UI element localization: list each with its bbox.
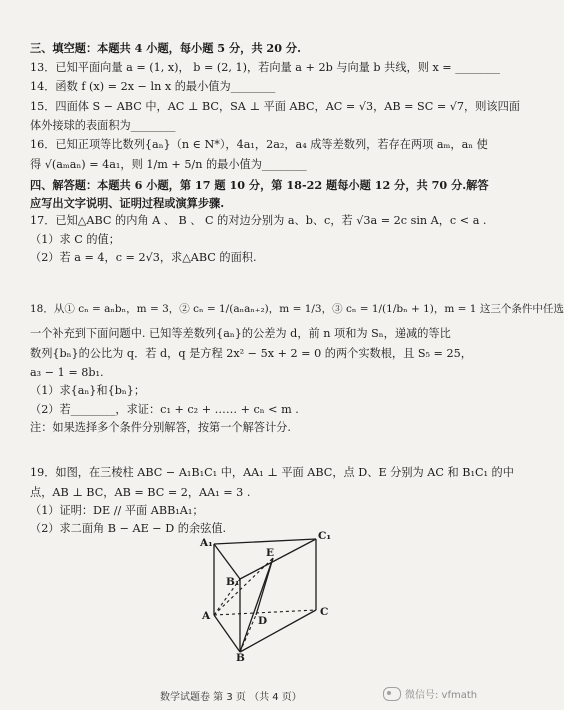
q17-part2: （2）若 a = 4，c = 2√3，求△ABC 的面积. bbox=[30, 251, 257, 264]
wechat-icon bbox=[383, 687, 401, 701]
edge-a-b bbox=[214, 615, 240, 652]
q14-text: 14．函数 f (x) = 2x − ln x 的最小值为________ bbox=[30, 80, 276, 93]
edge-b-e bbox=[240, 558, 273, 652]
section-4-heading: 四、解答题：本题共 6 小题，第 17 题 10 分，第 18-22 题每小题 12 分，共 70 分.解答 bbox=[30, 178, 489, 192]
q18-part1: （1）求{aₙ}和{bₙ}； bbox=[30, 384, 146, 397]
edge-b-d-hidden bbox=[240, 615, 256, 652]
section-4-heading-cont: 应写出文字说明、证明过程或演算步骤. bbox=[30, 196, 225, 210]
label-a: A bbox=[202, 610, 211, 622]
label-b: B bbox=[236, 652, 245, 664]
edge-b1-c1 bbox=[240, 539, 316, 579]
wechat-watermark bbox=[383, 686, 477, 701]
q18-text-3: 数列{bₙ}的公比为 q．若 d，q 是方程 2x² − 5x + 2 = 0 的两个实数根，且 S₅ = 25， bbox=[30, 347, 472, 360]
edge-a1-c1 bbox=[214, 539, 316, 544]
q19-part2: （2）求二面角 B − AE − D 的余弦值. bbox=[30, 522, 227, 535]
label-d: D bbox=[258, 615, 268, 627]
q15-text: 15．四面体 S − ABC 中，AC ⊥ BC，SA ⊥ 平面 ABC，AC = √3，AB = SC = √7，则该四面 bbox=[30, 100, 520, 113]
prism-diagram bbox=[196, 527, 334, 662]
q16-text-cont: 得 √(aₘaₙ) = 4a₁，则 1/m + 5/n 的最小值为________ bbox=[30, 158, 307, 171]
edge-a1-b1 bbox=[214, 544, 240, 579]
q18-text-4: a₃ − 1 = 8b₁. bbox=[30, 366, 104, 379]
q19-text: 19．如图，在三棱柱 ABC − A₁B₁C₁ 中，AA₁ ⊥ 平面 ABC，点 D、E 分别为 AC 和 B₁C₁ 的中 bbox=[30, 466, 514, 479]
watermark-text: 微信号: vfmath bbox=[405, 690, 478, 701]
label-b1: B₁ bbox=[226, 576, 240, 588]
q17-part1: （1）求 C 的值； bbox=[30, 233, 120, 246]
q19-part1: （1）证明：DE // 平面 ABB₁A₁； bbox=[30, 504, 204, 517]
q19-text-cont: 点，AB ⊥ BC，AB = BC = 2，AA₁ = 3 . bbox=[30, 486, 251, 499]
q17-text: 17．已知△ABC 的内角 A 、 B 、 C 的对边分别为 a、b、c，若 √3a = 2c sin A，c < a . bbox=[30, 214, 487, 227]
q18-text-2: 一个补充到下面问题中. 已知等差数列{aₙ}的公差为 d，前 n 项和为 Sₙ，递减的等比 bbox=[30, 327, 451, 340]
q18-note: 注：如果选择多个条件分别解答，按第一个解答计分. bbox=[30, 421, 291, 434]
label-a1: A₁ bbox=[200, 537, 213, 549]
label-c1: C₁ bbox=[318, 530, 331, 542]
edge-b-c bbox=[240, 610, 316, 652]
q13-text: 13．已知平面向量 a = (1, x)， b = (2, 1)，若向量 a + 2b 与向量 b 共线，则 x = ________ bbox=[30, 61, 500, 74]
q18-part2: （2）若________，求证：c₁ + c₂ + …… + cₙ < m . bbox=[30, 403, 299, 416]
section-3-heading: 三、填空题：本题共 4 小题，每小题 5 分，共 20 分. bbox=[30, 41, 301, 55]
q15-text-cont: 体外接球的表面积为________ bbox=[30, 119, 176, 132]
page-footer: 数学试题卷 第 3 页 （共 4 页） bbox=[160, 692, 302, 703]
label-e: E bbox=[266, 547, 275, 559]
q16-text: 16．已知正项等比数列{aₙ}（n ∈ N*），4a₁，2a₂，a₄ 成等差数列，若存在两项 aₘ，aₙ 使 bbox=[30, 138, 488, 151]
label-c: C bbox=[320, 606, 329, 618]
q18-text: 18．从① cₙ = aₙbₙ，m = 3，② cₙ = 1/(aₙaₙ₊₂)，m = 1/3，③ cₙ = 1/(1/bₙ + 1)，m = 1 这三个条件中任选 bbox=[30, 303, 564, 315]
